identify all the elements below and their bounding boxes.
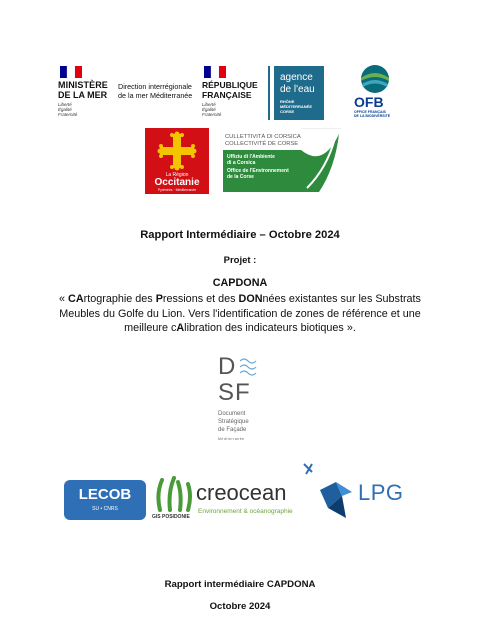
dsf-letters-sf: SF — [218, 379, 251, 406]
dsf-line2: Stratégique — [218, 419, 249, 425]
agence-sub1: RHÔNE — [280, 99, 295, 104]
agence-sub3: CORSE — [280, 109, 295, 114]
ofb-sub2: DE LA BIODIVERSITÉ — [354, 114, 391, 118]
dsf-line1: Document — [218, 411, 246, 417]
dsf-line3: de Façade — [218, 427, 247, 433]
lecob-name: LECOB — [78, 486, 132, 503]
report-title: Rapport Intermédiaire – Octobre 2024 — [140, 229, 340, 241]
corsica-line4: di a Corsica — [227, 160, 256, 166]
lecob-sub: SU • CNRS — [92, 506, 118, 512]
creocean-name: creocean — [196, 480, 287, 505]
project-desc-fragment: DON — [238, 293, 263, 305]
dsf-waves-icon — [240, 357, 258, 379]
rf-motto-egalite: Égalité — [202, 107, 216, 112]
project-desc-fragment: ressions et des — [162, 293, 239, 305]
project-desc-fragment: « — [59, 293, 69, 305]
project-desc-fragment: CA — [68, 293, 84, 305]
ofb-name: OFB — [354, 94, 384, 110]
corsica-logo — [219, 128, 341, 194]
ministere-logo — [58, 66, 193, 122]
agence-sub2: MÉDITERRANÉE — [280, 104, 313, 109]
republique-line2: FRANÇAISE — [202, 90, 252, 100]
rf-motto-liberte: Liberté — [202, 102, 216, 107]
project-name: CAPDONA — [212, 277, 268, 289]
corsica-line3: Uffiziu di l'Ambiente — [227, 154, 275, 160]
occitanie-sub: Pyrénées · Méditerranée — [157, 188, 197, 192]
seagrass-icon — [152, 476, 196, 512]
marianne-flag-icon — [204, 66, 226, 78]
rf-motto-fraternite: Fraternité — [202, 112, 222, 117]
dsf-logo — [212, 353, 272, 451]
corsica-line2: COLLECTIVITÉ DE CORSE — [225, 141, 299, 147]
project-description — [40, 292, 440, 336]
corsica-swoosh-icon — [301, 128, 341, 194]
occitanie-name: Occitanie — [154, 177, 200, 188]
ofb-sub1: OFFICE FRANÇAIS — [354, 110, 386, 114]
lecob-logo — [64, 480, 146, 520]
motto-egalite: Égalité — [58, 107, 72, 112]
footer-report-label: Rapport intermédiaire CAPDONA — [164, 579, 316, 590]
republique-line1: RÉPUBLIQUE — [202, 80, 258, 90]
gis-posidonie-logo — [152, 476, 196, 524]
project-desc-fragment: libration des indicateurs biotiques ». — [184, 322, 356, 334]
project-desc-fragment: P — [155, 293, 163, 305]
occitanie-logo — [145, 128, 209, 194]
lpg-name: LPG — [358, 480, 404, 505]
corsica-line1: CULLETTIVITÀ DI CORSICA — [225, 134, 301, 140]
gis-name: GIS POSIDONIE — [152, 514, 190, 520]
agence-line2: de l'eau — [280, 84, 315, 95]
republique-logo — [202, 66, 262, 122]
dsf-line4: Méditerranée — [218, 437, 245, 441]
lpg-star-icon — [300, 460, 360, 526]
occitanie-prefix: La Région — [165, 172, 189, 178]
corsica-line5: Office de l'Environnement — [227, 168, 289, 174]
motto-liberte: Liberté — [58, 102, 72, 107]
motto-fraternite: Fraternité — [58, 112, 78, 117]
corsica-line6: de la Corse — [227, 174, 254, 180]
project-desc-fragment: nées existantes sur les Substrats Meubles du Golfe du Lion. Vers l'identification de zones de référence et une meilleure c — [59, 293, 421, 334]
lpg-logo — [300, 460, 424, 526]
project-desc-fragment: A — [176, 322, 185, 334]
ofb-logo — [346, 64, 406, 122]
ofb-globe-icon — [358, 64, 392, 94]
agence-line1: agence — [280, 72, 313, 83]
dirm-line2: de la mer Méditerranée — [118, 91, 193, 100]
ministere-name-line2: DE LA MER — [58, 90, 108, 100]
footer-date: Octobre 2024 — [209, 601, 271, 612]
dsf-letter-d: D — [218, 353, 236, 380]
project-desc-fragment: rtographie des — [83, 293, 156, 305]
creocean-logo — [196, 480, 314, 520]
occitan-cross-icon — [157, 131, 197, 171]
marianne-flag-icon — [60, 66, 82, 78]
agence-eau-logo — [268, 66, 326, 122]
dirm-line1: Direction interrégionale — [118, 82, 192, 91]
projet-label: Projet : — [223, 255, 257, 266]
ministere-name-line1: MINISTÈRE — [58, 80, 108, 90]
creocean-sub: Environnement & océanographie — [198, 508, 293, 515]
